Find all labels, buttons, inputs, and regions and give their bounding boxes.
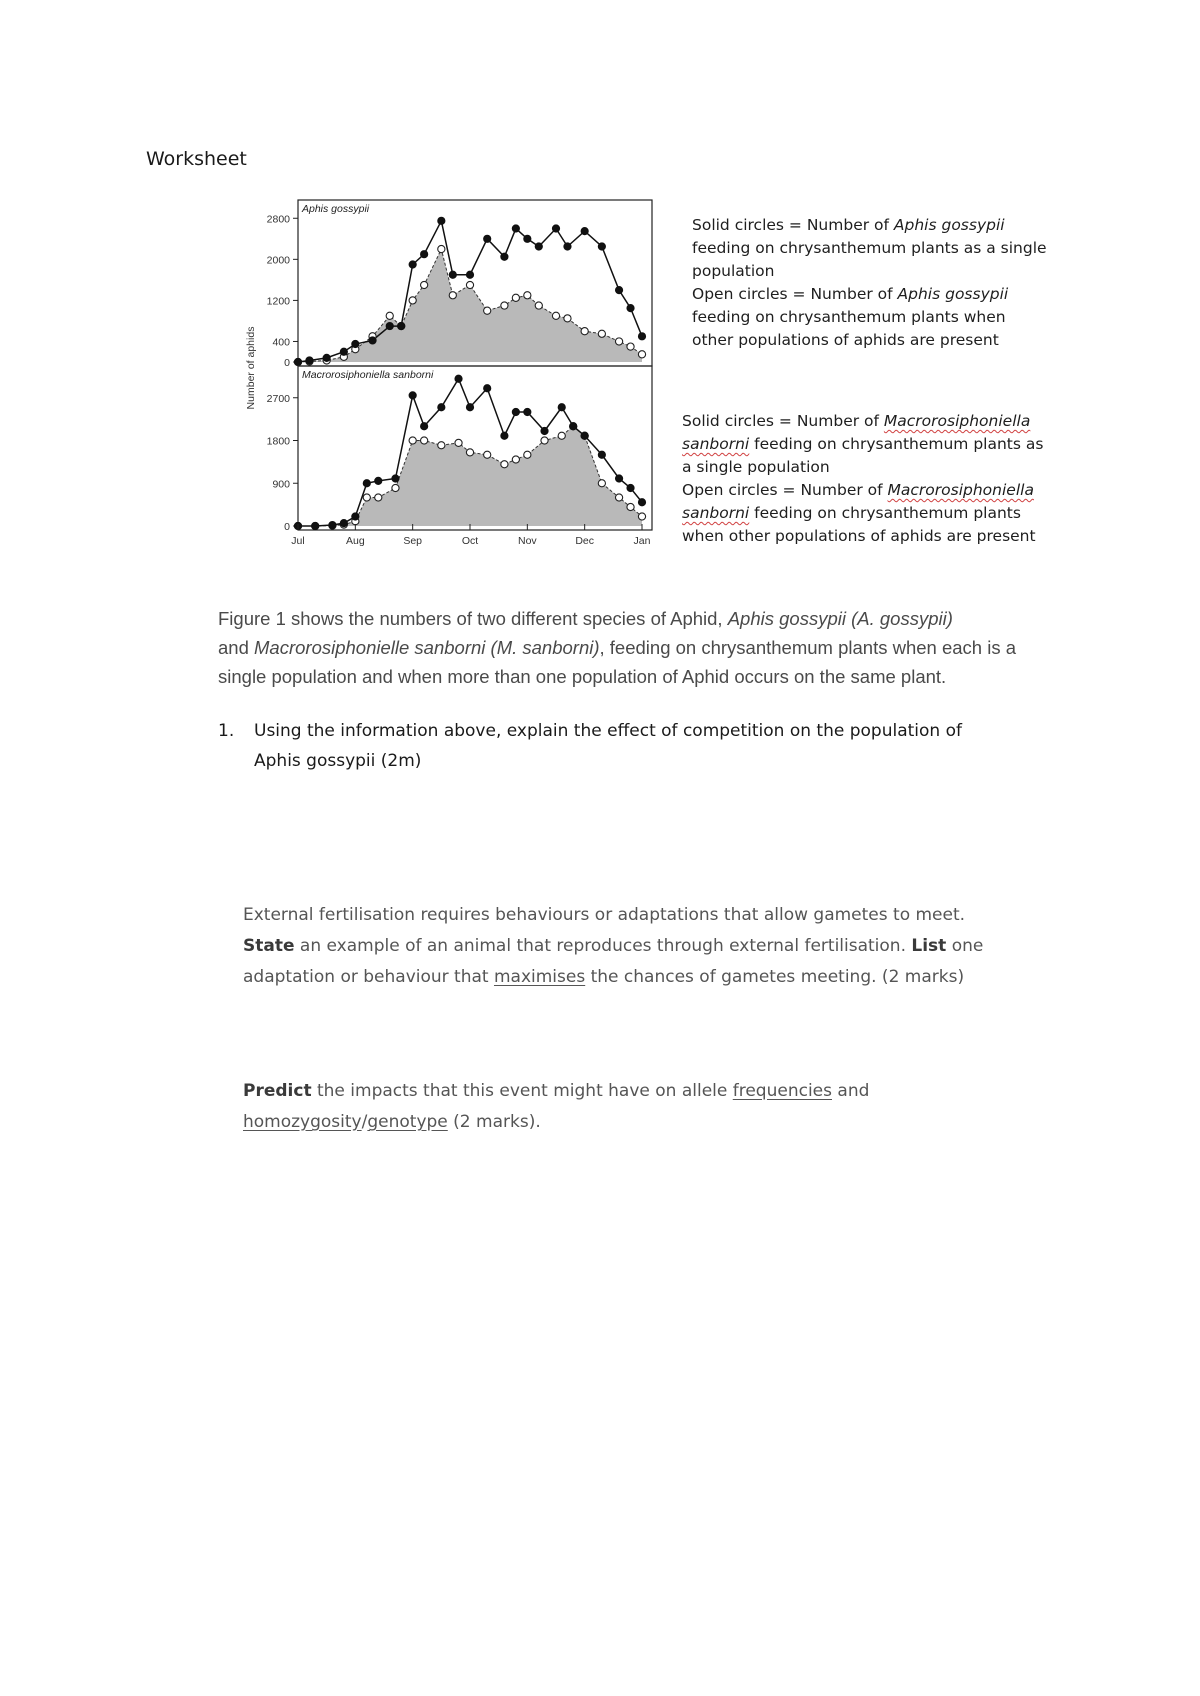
open-circle-point [615, 338, 622, 345]
y-tick-label: 2700 [266, 392, 290, 405]
x-tick-label: Oct [461, 535, 479, 547]
open-circle-point [615, 494, 622, 501]
open-circle-point [409, 297, 416, 304]
open-circle-point [466, 281, 473, 288]
x-tick-label: Sep [403, 535, 423, 547]
open-circle-point [449, 292, 456, 299]
solid-circle-point [438, 404, 445, 411]
open-circle-point [392, 484, 399, 491]
solid-circle-point [306, 357, 313, 364]
open-circle-point [638, 513, 645, 520]
solid-circle-point [535, 243, 542, 250]
aphid-population-chart [240, 198, 660, 592]
solid-circle-point [466, 271, 473, 278]
open-circle-point [524, 292, 531, 299]
y-tick-label: 0 [284, 521, 290, 533]
y-tick-label: 2000 [266, 254, 290, 267]
solid-circle-point [512, 408, 519, 415]
solid-circle-point [369, 337, 376, 344]
shaded-area-aphis [298, 249, 642, 362]
question-text-line: Aphis gossypii (2m) [254, 751, 422, 771]
question-external-fertilisation: External fertilisation requires behaviours or adaptations that allow gametes to meet. State an example of an animal that reproduces through external fertilisation. List one adaptation or behaviour that maximises the chances of gametes meeting. (2 marks) [243, 905, 984, 987]
solid-circle-point [340, 348, 347, 355]
y-tick-label: 900 [272, 478, 290, 491]
open-circle-point [627, 343, 634, 350]
y-tick-label: 400 [272, 336, 290, 349]
x-tick-label: Jul [291, 535, 305, 547]
solid-circle-point [329, 521, 336, 528]
legend-aphis-gossypii: Solid circles = Number of Aphis gossypii feeding on chrysanthemum plants as a single population Open circles = Number of Aphis gossypii feeding on chrysanthemum plants when other populations of aphids are present [692, 216, 1047, 349]
chart-panel-macrorosiphoniella [267, 366, 652, 533]
question-text-line: Using the information above, explain the effect of competition on the population of [254, 721, 962, 741]
open-circle-point [363, 494, 370, 501]
solid-circle-point [615, 475, 622, 482]
x-tick-label: Aug [345, 535, 365, 547]
legend-macrorosiphoniella-sanborni: Solid circles = Number of Macrorosiphoniella sanborni feeding on chrysanthemum plants as a single population Open circles = Number of Macrorosiphoniella sanborni feeding on chrysanthemum plants when other populations of aphids are present [682, 412, 1044, 545]
solid-circle-point [581, 432, 588, 439]
solid-circle-point [421, 251, 428, 258]
figure-caption: Figure 1 shows the numbers of two different species of Aphid, Aphis gossypii (A. gossypii) and Macrorosiphonielle sanborni (M. sanborni), feeding on chrysanthemum plants when each is a single population and when more than one population of Aphid occurs on the same plant. [218, 608, 1017, 687]
solid-circle-point [438, 217, 445, 224]
panel-species-label: Aphis gossypii [302, 203, 370, 215]
solid-circle-point [598, 243, 605, 250]
page-title: Worksheet [146, 148, 247, 170]
solid-circle-point [409, 261, 416, 268]
open-circle-point [524, 451, 531, 458]
open-circle-point [638, 351, 645, 358]
open-circle-point [455, 439, 462, 446]
solid-circle-point [552, 225, 559, 232]
solid-circle-point [398, 322, 405, 329]
solid-circle-point [581, 228, 588, 235]
open-circle-point [512, 456, 519, 463]
open-circle-point [466, 449, 473, 456]
solid-circle-point [524, 235, 531, 242]
solid-circle-point [386, 322, 393, 329]
solid-circle-point [363, 480, 370, 487]
y-tick-label: 2800 [266, 213, 290, 226]
open-circle-point [598, 480, 605, 487]
chart-panel-aphis [267, 200, 652, 369]
open-circle-point [627, 503, 634, 510]
open-circle-point [512, 294, 519, 301]
panel-species-label: Macrorosiphoniella sanborni [302, 369, 434, 381]
open-circle-point [438, 442, 445, 449]
solid-circle-point [501, 432, 508, 439]
open-circle-point [541, 437, 548, 444]
x-tick-label: Nov [517, 535, 537, 547]
solid-circle-point [627, 305, 634, 312]
y-tick-label: 1200 [266, 295, 290, 308]
solid-circle-point [570, 423, 577, 430]
open-circle-point [598, 330, 605, 337]
solid-circle-point [598, 451, 605, 458]
solid-circle-point [294, 358, 301, 365]
y-tick-label: 1800 [266, 435, 290, 448]
solid-circle-point [558, 404, 565, 411]
solid-circle-point [501, 253, 508, 260]
solid-circle-point [392, 475, 399, 482]
solid-circle-point [564, 243, 571, 250]
open-circle-point [552, 312, 559, 319]
open-circle-point [386, 312, 393, 319]
solid-circle-point [312, 522, 319, 529]
solid-circle-point [627, 484, 634, 491]
open-circle-point [558, 432, 565, 439]
open-circle-point [375, 494, 382, 501]
solid-circle-point [455, 375, 462, 382]
question-1 [218, 716, 1078, 776]
open-circle-point [564, 315, 571, 322]
y-axis-title: Number of aphids [245, 326, 257, 410]
open-circle-point [535, 302, 542, 309]
open-circle-point [501, 302, 508, 309]
solid-circle-point [352, 340, 359, 347]
open-circle-point [438, 245, 445, 252]
solid-circle-point [638, 499, 645, 506]
solid-circle-point [512, 225, 519, 232]
solid-circle-point [615, 287, 622, 294]
solid-circle-point [484, 385, 491, 392]
solid-circle-point [466, 404, 473, 411]
figure-1 [240, 198, 660, 592]
solid-circle-point [323, 354, 330, 361]
open-circle-point [409, 437, 416, 444]
y-tick-label: 0 [284, 357, 290, 369]
x-tick-label: Dec [575, 535, 595, 547]
solid-circle-point [449, 271, 456, 278]
solid-circle-point [541, 427, 548, 434]
solid-circle-point [524, 408, 531, 415]
question-number: 1. [218, 721, 235, 741]
solid-circle-point [409, 392, 416, 399]
open-circle-point [421, 281, 428, 288]
question-predict-impacts: Predict the impacts that this event might have on allele frequencies and homozygosity/genotype (2 marks). [243, 1081, 870, 1132]
solid-circle-point [421, 423, 428, 430]
x-tick-label: Jan [633, 535, 651, 547]
open-circle-point [421, 437, 428, 444]
open-circle-point [484, 451, 491, 458]
solid-circle-point [484, 235, 491, 242]
solid-circle-point [340, 520, 347, 527]
solid-circle-point [375, 477, 382, 484]
open-circle-point [581, 328, 588, 335]
open-circle-point [501, 461, 508, 468]
solid-circle-point [352, 513, 359, 520]
solid-circle-point [638, 333, 645, 340]
open-circle-point [484, 307, 491, 314]
